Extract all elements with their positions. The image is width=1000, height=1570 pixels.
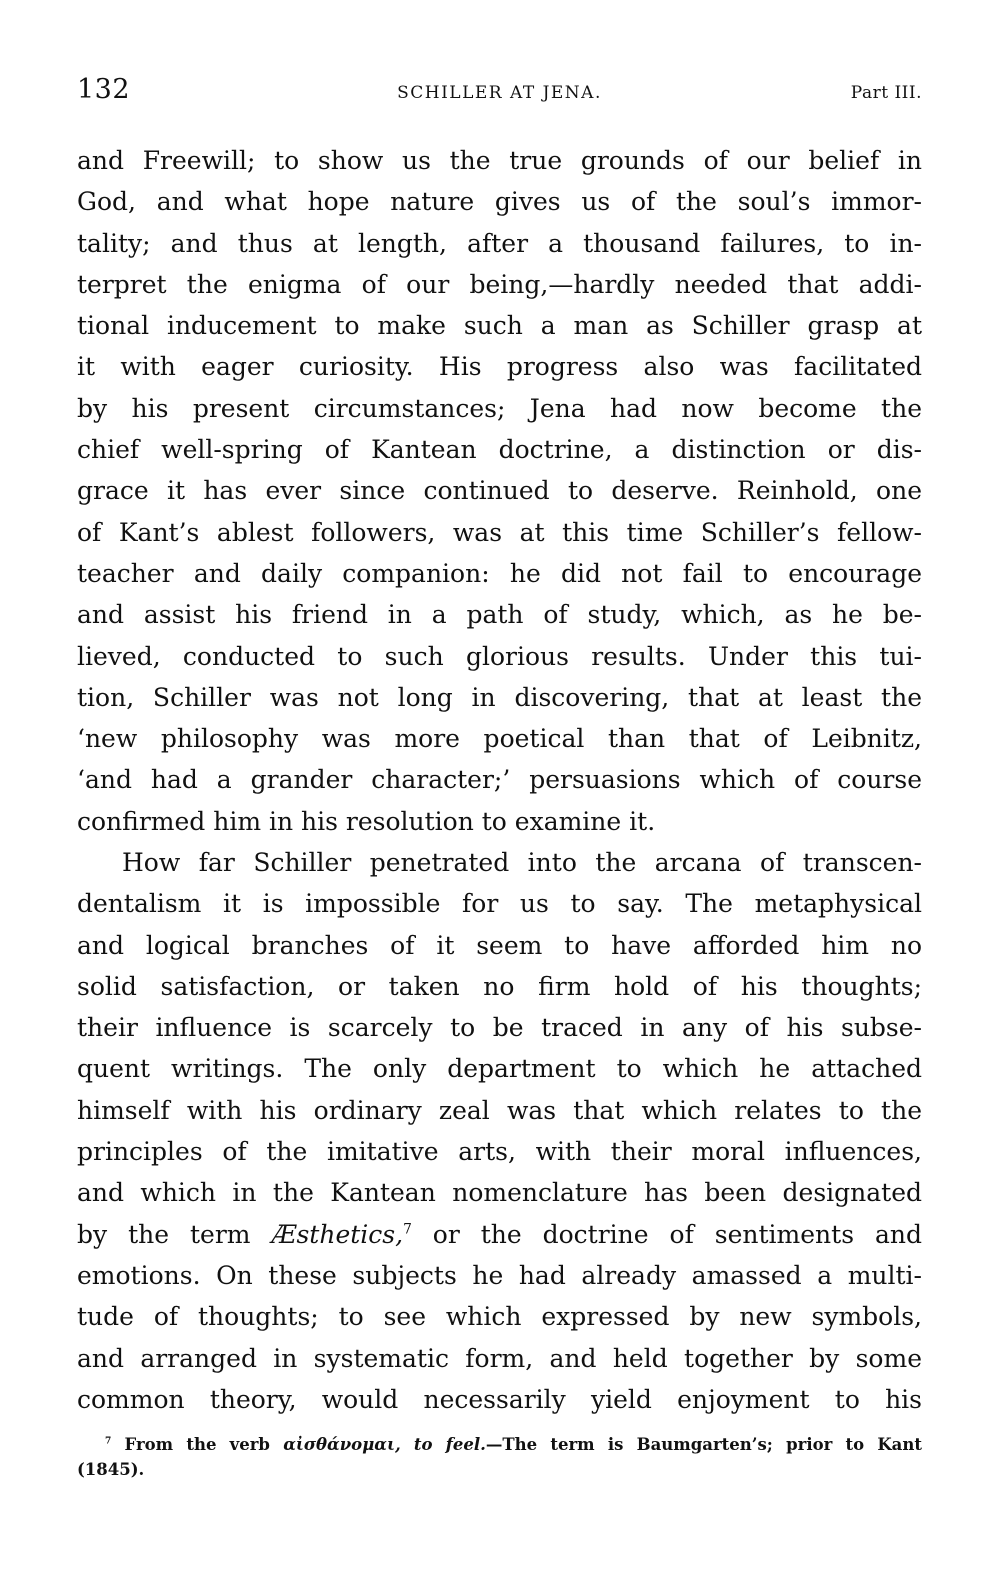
text-line: tion, Schiller was not long in discovering, that at least the (77, 682, 922, 712)
text-line: grace it has ever since continued to deserve. Reinhold, one (77, 476, 922, 506)
text-line: How far Schiller penetrated into the arcana of transcen- (122, 848, 922, 877)
footnote-lead: From the verb (111, 1435, 284, 1454)
footnote-line (77, 1432, 922, 1457)
text-line: God, and what hope nature gives us of the soul’s immor- (77, 187, 922, 217)
term-line-start: by the term (77, 1219, 272, 1249)
text-line: tude of thoughts; to see which expressed by new symbols, (77, 1302, 922, 1332)
text-line: by his present circumstances; Jena had now become the (77, 393, 922, 423)
footnote-reference[interactable]: 7 (403, 1221, 412, 1238)
text-line: and Freewill; to show us the true grounds of our belief in (77, 146, 922, 175)
part-label: Part III. (850, 83, 922, 103)
text-line: ‘new philosophy was more poetical than that of Leibnitz, (77, 724, 922, 754)
footnote-marker: 7 (105, 1435, 112, 1447)
running-title: SCHILLER AT JENA. (397, 83, 602, 103)
text-line: quent writings. The only department to which he attached (77, 1054, 922, 1084)
text-line-with-term (77, 1214, 922, 1255)
text-line: confirmed him in his resolution to examine it. (77, 806, 656, 836)
text-line: and which in the Kantean nomenclature has been designated (77, 1178, 922, 1208)
text-line: ‘and had a grander character;’ persuasions which of course (77, 765, 922, 795)
footnote (77, 1432, 922, 1482)
greek-verb: αἰσθάνομαι, (283, 1435, 401, 1454)
text-line: common theory, would necessarily yield enjoyment to his (77, 1384, 922, 1414)
text-line: lieved, conducted to such glorious results. Under this tui- (77, 641, 922, 671)
text-line: their influence is scarcely to be traced in any of his subse- (77, 1013, 922, 1043)
text-line: chief well-spring of Kantean doctrine, a distinction or dis- (77, 435, 922, 465)
footnote-year: (1845). (77, 1460, 145, 1479)
text-line: and logical branches of it seem to have afforded him no (77, 930, 922, 960)
paragraph-2 (77, 842, 922, 1420)
text-line: principles of the imitative arts, with their moral influences, (77, 1137, 922, 1167)
text-line: himself with his ordinary zeal was that which relates to the (77, 1095, 922, 1125)
aesthetics-term: Æsthetics, (271, 1219, 404, 1249)
term-line-end: or the doctrine of sentiments and (411, 1219, 922, 1249)
text-line: emotions. On these subjects he had already amassed a multi- (77, 1260, 922, 1290)
text-line: of Kant’s ablest followers, was at this time Schiller’s fellow- (77, 517, 922, 547)
text-line: and arranged in systematic form, and held together by some (77, 1343, 922, 1373)
footnote-rest: —The term is Baumgarten’s; prior to Kant (485, 1435, 922, 1454)
text-line: teacher and daily companion: he did not fail to encourage (77, 558, 922, 588)
footnote-gloss: to feel. (400, 1435, 486, 1454)
paragraph-1 (77, 140, 922, 842)
text-line: terpret the enigma of our being,—hardly needed that addi- (77, 269, 922, 299)
text-line: tality; and thus at length, after a thousand failures, to in- (77, 228, 922, 258)
page-header (77, 70, 922, 110)
page-number: 132 (77, 74, 131, 105)
text-line: solid satisfaction, or taken no firm hold of his thoughts; (77, 971, 922, 1001)
text-line: dentalism it is impossible for us to say. The metaphysical (77, 889, 922, 919)
text-line: and assist his friend in a path of study, which, as he be- (77, 600, 922, 630)
text-line: tional inducement to make such a man as Schiller grasp at (77, 311, 922, 341)
text-line: it with eager curiosity. His progress also was facilitated (77, 352, 922, 382)
